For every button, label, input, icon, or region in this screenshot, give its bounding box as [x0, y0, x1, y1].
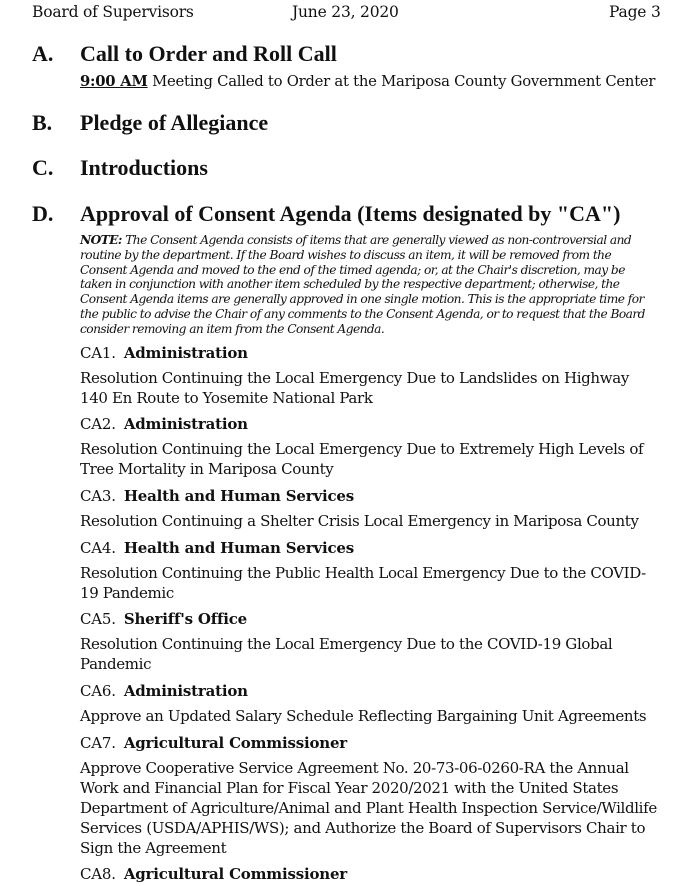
header-board-name: Board of Supervisors: [32, 3, 194, 21]
item-number: CA1.: [80, 344, 116, 362]
consent-item-ca3: [80, 486, 660, 531]
item-number: CA8.: [80, 865, 116, 883]
item-description: Resolution Continuing the Local Emergency Due to Landslides on Highway 140 En Route to Yosemite National Park: [80, 369, 629, 407]
item-number: CA4.: [80, 539, 116, 557]
item-department: Administration: [123, 415, 248, 433]
section-b-letter: B.: [32, 110, 53, 135]
consent-item-ca6: [80, 681, 660, 726]
consent-item-ca5: [80, 609, 660, 674]
item-department: Agricultural Commissioner: [123, 865, 347, 883]
item-department: Health and Human Services: [123, 539, 354, 557]
section-d-title: Approval of Consent Agenda (Items designated by "CA"): [80, 201, 621, 226]
item-department: Sheriff's Office: [123, 610, 248, 628]
section-a-title: Call to Order and Roll Call: [80, 41, 337, 66]
note-text: The Consent Agenda consists of items that are generally viewed as non-controversial and routine by the department. If the Board wishes to discuss an item, it will be removed from the Consent Agenda and moved to the end of the timed agenda; or, at the Chair's discretion, may be taken in conjunction with another item scheduled by the respective department; otherwise, the Consent Agenda items are generally approved in one single motion. This is the appropriate time for the public to advise the Chair of any comments to the Consent Agenda, or to request that the Board consider removing an item from the Consent Agenda.: [80, 233, 645, 336]
item-description: Approve Cooperative Service Agreement No. 20-73-06-0260-RA the Annual Work and Financial Plan for Fiscal Year 2020/2021 with the United States Department of Agriculture/Animal and Plant Health Inspection Service/Wildlife Services (USDA/APHIS/WS); and Authorize the Board of Supervisors Chair to Sign the Agreement: [80, 759, 657, 857]
header-date: June 23, 2020: [292, 3, 399, 21]
item-department: Administration: [123, 344, 248, 362]
section-a-letter: A.: [32, 41, 54, 66]
section-c-title: Introductions: [80, 155, 208, 180]
item-number: CA2.: [80, 415, 116, 433]
item-description: Resolution Continuing the Public Health Local Emergency Due to the COVID-19 Pandemic: [80, 564, 646, 602]
consent-item-ca1: [80, 343, 660, 408]
header-page-number: Page 3: [609, 3, 661, 21]
item-description: Resolution Continuing the Local Emergency Due to the COVID-19 Global Pandemic: [80, 635, 613, 673]
section-c-letter: C.: [32, 155, 54, 180]
consent-agenda-note: [80, 233, 660, 337]
item-department: Administration: [123, 682, 248, 700]
call-to-order-line: [80, 73, 655, 90]
item-description: Approve an Updated Salary Schedule Reflecting Bargaining Unit Agreements: [80, 707, 647, 725]
call-to-order-text: Meeting Called to Order at the Mariposa County Government Center: [147, 73, 656, 90]
item-number: CA7.: [80, 734, 116, 752]
consent-item-ca8: [80, 864, 660, 883]
item-department: Health and Human Services: [123, 487, 354, 505]
section-d-letter: D.: [32, 201, 54, 226]
item-number: CA3.: [80, 487, 116, 505]
item-description: Resolution Continuing the Local Emergency Due to Extremely High Levels of Tree Mortality in Mariposa County: [80, 440, 644, 478]
item-department: Agricultural Commissioner: [123, 734, 347, 752]
item-number: CA6.: [80, 682, 116, 700]
section-b-title: Pledge of Allegiance: [80, 110, 269, 135]
note-label: NOTE:: [80, 233, 122, 247]
consent-item-ca2: [80, 414, 660, 479]
consent-item-ca7: [80, 733, 660, 858]
item-number: CA5.: [80, 610, 116, 628]
item-description: Resolution Continuing a Shelter Crisis Local Emergency in Mariposa County: [80, 512, 639, 530]
meeting-time: 9:00 AM: [80, 73, 148, 90]
consent-item-ca4: [80, 538, 660, 603]
